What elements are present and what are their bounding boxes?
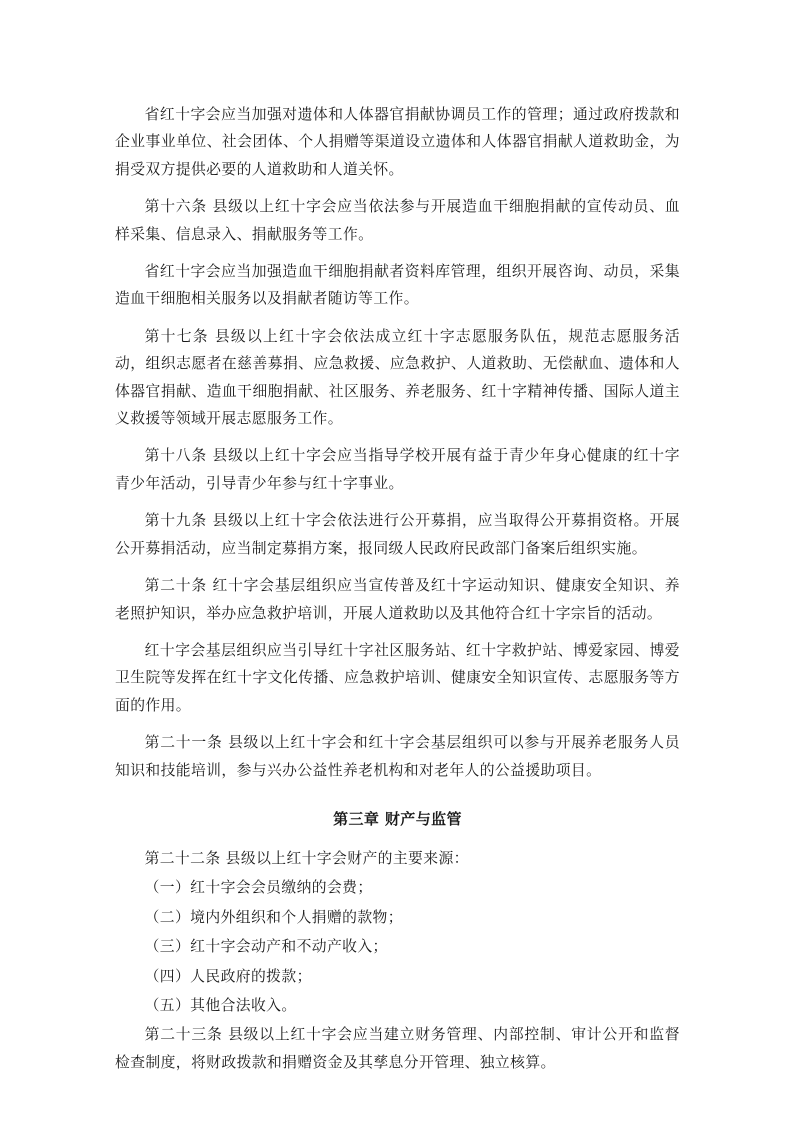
paragraph-grassroots-organizations: 红十字会基层组织应当引导红十字社区服务站、红十字救护站、博爱家园、博爱卫生院等发挥在红十字文化传播、应急救护培训、健康安全知识宣传、志愿服务等方面的作用。 xyxy=(115,641,680,714)
list-item: （一）红十字会会员缴纳的会费； xyxy=(144,879,373,897)
paragraph-article-21: 第二十一条 县级以上红十字会和红十字会基层组织可以参与开展养老服务人员知识和技能培训，参与兴办公益性养老机构和对老年人的公益援助项目。 xyxy=(115,734,680,779)
list-item: （五）其他合法收入。 xyxy=(144,996,297,1014)
list-item: （二）境内外组织和个人捐赠的款物； xyxy=(144,908,403,926)
chapter-title: 第三章 财产与监管 xyxy=(333,809,462,828)
paragraph-article-18: 第十八条 县级以上红十字会应当指导学校开展有益于青少年身心健康的红十字青少年活动，引导青少年参与红十字事业。 xyxy=(115,447,680,492)
paragraph-article-23: 第二十三条 县级以上红十字会应当建立财务管理、内部控制、审计公开和监督检查制度，将财政拨款和捐赠资金及其孳息分开管理、独立核算。 xyxy=(115,1026,680,1071)
list-item: （三）红十字会动产和不动产收入； xyxy=(144,938,388,956)
paragraph-article-17: 第十七条 县级以上红十字会依法成立红十字志愿服务队伍，规范志愿服务活动，组织志愿者在慈善募捐、应急救援、应急救护、人道救助、无偿献血、遗体和人体器官捐献、造血干细胞捐献、社区服务、养老服务、红十字精神传播、国际人道主义救援等领域开展志愿服务工作。 xyxy=(115,327,680,428)
paragraph-stem-cell-database: 省红十字会应当加强造血干细胞捐献者资料库管理，组织开展咨询、动员，采集造血干细胞相关服务以及捐献者随访等工作。 xyxy=(115,263,680,308)
paragraph-article-20: 第二十条 红十字会基层组织应当宣传普及红十字运动知识、健康安全知识、养老照护知识，举办应急救护培训，开展人道救助以及其他符合红十字宗旨的活动。 xyxy=(115,577,680,622)
paragraph-donation-coordinator: 省红十字会应当加强对遗体和人体器官捐献协调员工作的管理；通过政府拨款和企业事业单位、社会团体、个人捐赠等渠道设立遗体和人体器官捐献人道救助金，为捐受双方提供必要的人道救助和人道关怀。 xyxy=(115,106,680,178)
paragraph-article-16: 第十六条 县级以上红十字会应当依法参与开展造血干细胞捐献的宣传动员、血样采集、信息录入、捐献服务等工作。 xyxy=(115,198,680,243)
document-body xyxy=(115,101,680,1086)
list-item: （四）人民政府的拨款； xyxy=(144,967,312,985)
paragraph-article-22-intro: 第二十二条 县级以上红十字会财产的主要来源： xyxy=(144,849,469,867)
paragraph-article-19: 第十九条 县级以上红十字会依法进行公开募捐，应当取得公开募捐资格。开展公开募捐活动，应当制定募捐方案，报同级人民政府民政部门备案后组织实施。 xyxy=(115,512,680,557)
